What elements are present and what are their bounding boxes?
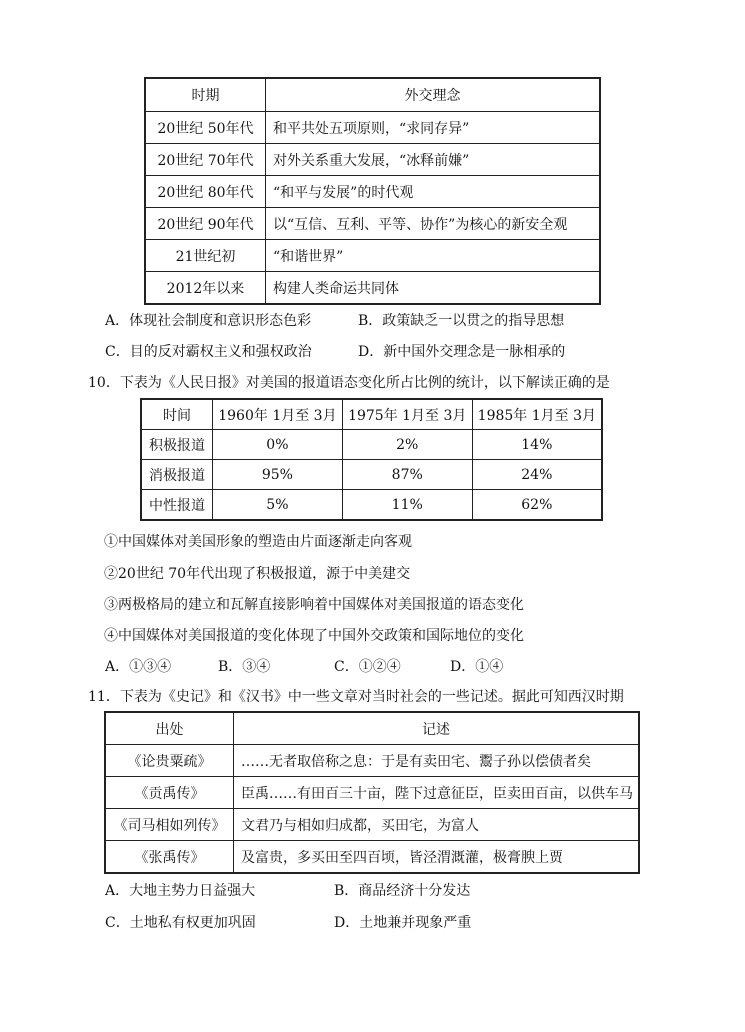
table-cell: 0% (213, 430, 343, 460)
table-header-cell: 外交理念 (266, 78, 601, 112)
q9-option-a: A．体现社会制度和意识形态色彩 (105, 313, 312, 329)
table-header-row (105, 712, 639, 745)
q10-option-c: C．①②④ (334, 659, 401, 675)
table-cell: 和平共处五项原则，“求同存异” (266, 112, 601, 144)
table-header-cell: 时期 (145, 78, 266, 112)
q11-option-a: A．大地主势力日益强大 (105, 883, 256, 899)
table-cell: 《张禹传》 (105, 841, 234, 874)
table-row (105, 809, 639, 841)
q9-option-c: C．目的反对霸权主义和强权政治 (105, 344, 312, 360)
q10-option-b: B．③④ (218, 659, 271, 675)
table-cell: 20世纪 90年代 (145, 208, 266, 240)
table-cell: “和谐世界” (266, 240, 601, 272)
table-row (105, 777, 639, 809)
table-cell: 及富贵，多买田至四百顷，皆泾渭溉灌，极膏腴上贾 (234, 841, 640, 874)
table-cell: 95% (213, 460, 343, 490)
table-header-cell: 时间 (141, 399, 213, 430)
report-tone-table (140, 398, 603, 521)
table-header-cell: 出处 (105, 712, 234, 745)
table-cell: 积极报道 (141, 430, 213, 460)
table-cell: 中性报道 (141, 490, 213, 521)
table-cell: 消极报道 (141, 460, 213, 490)
q11-option-b: B．商品经济十分发达 (334, 883, 471, 899)
table-cell: 构建人类命运共同体 (266, 272, 601, 305)
q10-statement-2: ②20世纪 70年代出现了积极报道，源于中美建交 (104, 566, 411, 582)
q9-option-b: B．政策缺乏一以贯之的指导思想 (358, 313, 565, 329)
table-cell: 2012年以来 (145, 272, 266, 305)
table-header-cell: 记述 (234, 712, 640, 745)
table-cell: 87% (342, 460, 472, 490)
table-row (141, 490, 602, 521)
table-row (145, 240, 600, 272)
q10-stem: 10．下表为《人民日报》对美国的报道语态变化所占比例的统计，以下解读正确的是 (88, 375, 610, 391)
table-cell: 对外关系重大发展，“冰释前嫌” (266, 144, 601, 176)
table-row (145, 144, 600, 176)
q10-option-a: A．①③④ (105, 659, 172, 675)
q10-statement-4: ④中国媒体对美国报道的变化体现了中国外交政策和国际地位的变化 (104, 628, 524, 644)
q9-option-d: D．新中国外交理念是一脉相承的 (358, 344, 566, 360)
table-row (105, 745, 639, 777)
table-cell: 5% (213, 490, 343, 521)
table-row (105, 841, 639, 874)
q11-option-c: C．土地私有权更加巩固 (105, 915, 256, 931)
table-cell: 《贡禹传》 (105, 777, 234, 809)
table-header-cell: 1960年 1月至 3月 (213, 399, 343, 430)
table-row (141, 430, 602, 460)
historical-records-table (104, 711, 640, 874)
diplomacy-concept-table (144, 77, 601, 305)
q10-option-d: D．①④ (450, 659, 504, 675)
table-cell: 2% (342, 430, 472, 460)
table-cell: 《论贵粟疏》 (105, 745, 234, 777)
table-cell: “和平与发展”的时代观 (266, 176, 601, 208)
table-header-cell: 1985年 1月至 3月 (472, 399, 602, 430)
table-cell: ……无者取倍称之息：于是有卖田宅、鬻子孙以偿债者矣 (234, 745, 640, 777)
table-row (141, 460, 602, 490)
q10-statement-1: ①中国媒体对美国形象的塑造由片面逐渐走向客观 (104, 534, 412, 550)
table-cell: 62% (472, 490, 602, 521)
table-header-row (141, 399, 602, 430)
table-header-row (145, 78, 600, 112)
table-cell: 文君乃与相如归成都，买田宅，为富人 (234, 809, 640, 841)
table-row (145, 176, 600, 208)
table-cell: 11% (342, 490, 472, 521)
table-cell: 20世纪 50年代 (145, 112, 266, 144)
table-row (145, 272, 600, 305)
table-cell: 20世纪 70年代 (145, 144, 266, 176)
table-cell: 以“互信、互利、平等、协作”为核心的新安全观 (266, 208, 601, 240)
table-row (145, 208, 600, 240)
table-cell: 臣禹……有田百三十亩，陛下过意征臣，臣卖田百亩，以供车马 (234, 777, 640, 809)
q11-stem: 11．下表为《史记》和《汉书》中一些文章对当时社会的一些记述。据此可知西汉时期 (88, 689, 624, 705)
q11-option-d: D．土地兼并现象严重 (334, 915, 472, 931)
table-cell: 24% (472, 460, 602, 490)
table-cell: 21世纪初 (145, 240, 266, 272)
q10-statement-3: ③两极格局的建立和瓦解直接影响着中国媒体对美国报道的语态变化 (104, 597, 524, 613)
table-cell: 14% (472, 430, 602, 460)
table-cell: 20世纪 80年代 (145, 176, 266, 208)
table-header-cell: 1975年 1月至 3月 (342, 399, 472, 430)
table-cell: 《司马相如列传》 (105, 809, 234, 841)
table-row (145, 112, 600, 144)
